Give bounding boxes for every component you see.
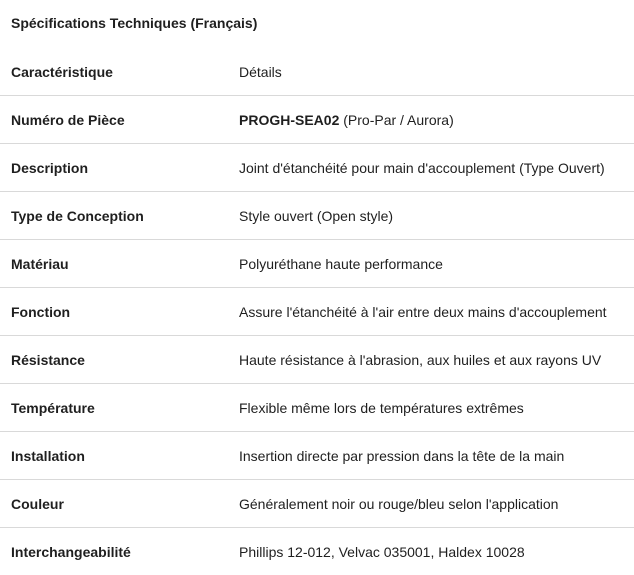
row-value-description: Joint d'étanchéité pour main d'accouplement (Type Ouvert) xyxy=(239,144,634,192)
row-value-part-number xyxy=(239,96,634,144)
table-row xyxy=(0,384,634,432)
table-row xyxy=(0,432,634,480)
table-header-row xyxy=(0,48,634,96)
table-row xyxy=(0,288,634,336)
part-number-suffix: (Pro-Par / Aurora) xyxy=(339,112,453,128)
row-key-description: Description xyxy=(0,144,239,192)
table-row xyxy=(0,144,634,192)
row-value-function: Assure l'étanchéité à l'air entre deux mains d'accouplement xyxy=(239,288,634,336)
row-value-design-type: Style ouvert (Open style) xyxy=(239,192,634,240)
table-row xyxy=(0,192,634,240)
row-key-color: Couleur xyxy=(0,480,239,528)
table-row xyxy=(0,480,634,528)
row-key-material: Matériau xyxy=(0,240,239,288)
row-value-installation: Insertion directe par pression dans la tête de la main xyxy=(239,432,634,480)
row-key-resistance: Résistance xyxy=(0,336,239,384)
row-value-color: Généralement noir ou rouge/bleu selon l'application xyxy=(239,480,634,528)
row-value-material: Polyuréthane haute performance xyxy=(239,240,634,288)
row-value-temperature: Flexible même lors de températures extrêmes xyxy=(239,384,634,432)
row-key-interchangeability: Interchangeabilité xyxy=(0,528,239,575)
row-value-interchangeability: Phillips 12-012, Velvac 035001, Haldex 10028 xyxy=(239,528,634,575)
row-key-temperature: Température xyxy=(0,384,239,432)
header-value: Détails xyxy=(239,48,634,96)
spec-table xyxy=(0,48,634,575)
row-key-design-type: Type de Conception xyxy=(0,192,239,240)
table-row xyxy=(0,336,634,384)
table-row xyxy=(0,96,634,144)
table-row xyxy=(0,528,634,575)
row-key-part-number: Numéro de Pièce xyxy=(0,96,239,144)
row-value-resistance: Haute résistance à l'abrasion, aux huiles et aux rayons UV xyxy=(239,336,634,384)
part-number-strong: PROGH-SEA02 xyxy=(239,112,339,128)
table-row xyxy=(0,240,634,288)
row-key-installation: Installation xyxy=(0,432,239,480)
page-title: Spécifications Techniques (Français) xyxy=(11,13,257,33)
row-key-function: Fonction xyxy=(0,288,239,336)
header-key: Caractéristique xyxy=(0,48,239,96)
